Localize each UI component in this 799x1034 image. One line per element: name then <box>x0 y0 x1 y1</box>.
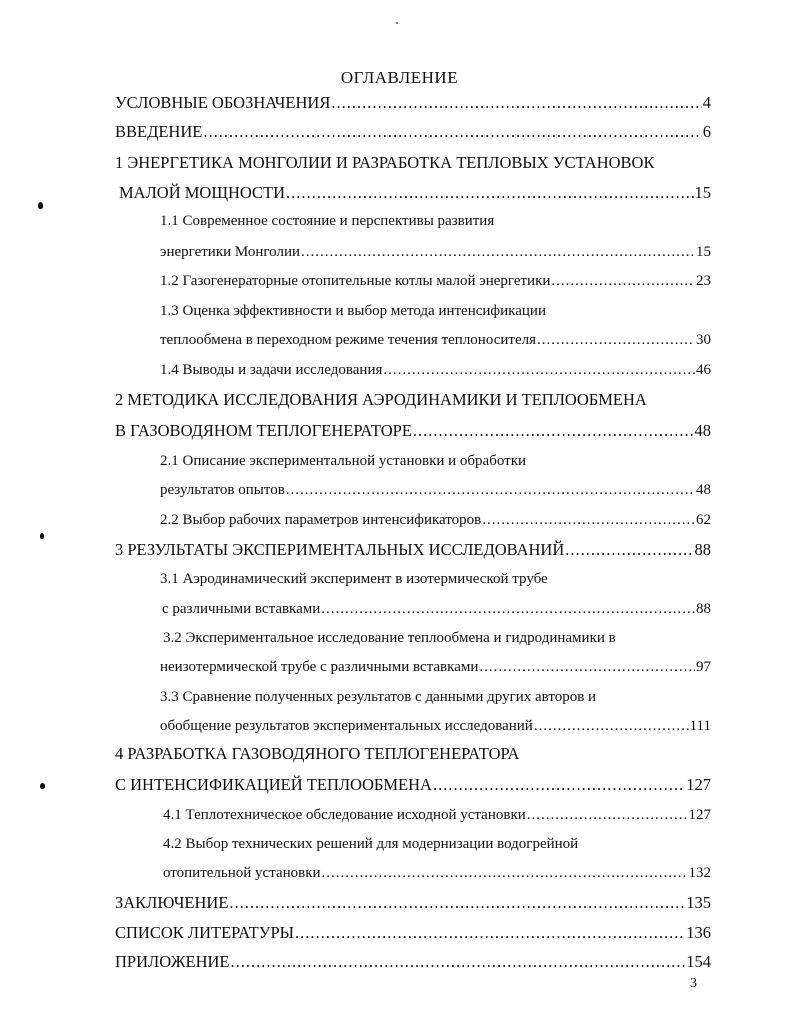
toc-heading: ОГЛАВЛЕНИЕ <box>340 68 459 87</box>
toc-entry-text: неизотермической трубе с различными вставками <box>160 659 479 675</box>
toc-entry <box>160 449 711 473</box>
toc-leader <box>413 419 694 443</box>
toc-entry-page: 30 <box>696 332 711 348</box>
toc-entry-page: 15 <box>694 183 711 202</box>
toc-leader <box>479 655 695 679</box>
toc-entry-text: 4.1 Теплотехническое обследование исходной установки <box>163 807 526 823</box>
toc-entry-page: 97 <box>696 659 711 675</box>
scan-mark <box>38 202 43 209</box>
page-number: 3 <box>690 976 697 991</box>
toc-entry-page: 6 <box>702 122 711 141</box>
toc-entry <box>160 299 711 323</box>
toc-entry-page: 136 <box>686 923 711 942</box>
toc-entry-page: 127 <box>686 775 711 794</box>
toc-entry-page: 88 <box>696 601 711 617</box>
scan-mark <box>40 783 45 789</box>
toc-entry-text: 3.1 Аэродинамический эксперимент в изотермической трубе <box>160 571 548 587</box>
toc-entry <box>163 803 711 827</box>
toc-entry-text: ВВЕДЕНИЕ <box>115 122 203 141</box>
toc-entry-text: 2.2 Выбор рабочих параметров интенсификаторов <box>160 512 482 528</box>
toc-entry-page: 132 <box>688 865 711 881</box>
toc-entry-page: 46 <box>696 362 711 378</box>
toc-entry-text: 4 РАЗРАБОТКА ГАЗОВОДЯНОГО ТЕПЛОГЕНЕРАТОРА <box>115 744 520 763</box>
toc-leader <box>537 328 695 352</box>
toc-leader <box>482 508 695 532</box>
toc-entry <box>162 597 711 621</box>
toc-entry <box>115 388 711 412</box>
toc-entry-text: УСЛОВНЫЕ ОБОЗНАЧЕНИЯ <box>115 93 331 112</box>
toc-entry-page: 88 <box>694 540 711 559</box>
toc-entry <box>115 742 711 766</box>
toc-entry <box>160 655 711 679</box>
toc-entry-page: 48 <box>696 482 711 498</box>
toc-entry-text: ЗАКЛЮЧЕНИЕ <box>115 893 229 912</box>
toc-leader <box>383 358 695 382</box>
toc-entry-text: обобщение результатов экспериментальных исследований <box>160 718 533 734</box>
toc-entry-page: 111 <box>689 718 711 734</box>
toc-entry <box>160 358 711 382</box>
toc-entry-page: 4 <box>702 93 711 112</box>
toc-leader <box>295 921 685 945</box>
toc-entry-text: С ИНТЕНСИФИКАЦИЕЙ ТЕПЛООБМЕНА <box>115 775 432 794</box>
toc-leader <box>286 478 695 502</box>
toc-leader <box>230 950 685 974</box>
toc-entry-text: 3 РЕЗУЛЬТАТЫ ЭКСПЕРИМЕНТАЛЬНЫХ ИССЛЕДОВАНИЙ <box>115 540 565 559</box>
toc-entry <box>115 538 711 562</box>
toc-entry-text: 3.2 Экспериментальное исследование теплообмена и гидродинамики в <box>163 630 616 646</box>
toc-leader <box>534 714 689 738</box>
toc-entry <box>163 626 711 650</box>
toc-entry-page: 135 <box>686 893 711 912</box>
toc-entry <box>163 832 711 856</box>
toc-entry-text: отопительной установки <box>163 865 321 881</box>
toc-entry <box>115 773 711 797</box>
toc-leader <box>203 120 701 144</box>
toc-entry-text: 1.1 Современное состояние и перспективы развития <box>160 213 495 229</box>
toc-entry <box>115 950 711 974</box>
toc-entry-text: результатов опытов <box>160 482 285 498</box>
toc-entry-page: 154 <box>686 952 711 971</box>
toc-leader <box>551 269 695 293</box>
toc-entry-text: В ГАЗОВОДЯНОМ ТЕПЛОГЕНЕРАТОРЕ <box>115 421 412 440</box>
toc-entry-text: 3.3 Сравнение полученных результатов с данными других авторов и <box>160 689 597 705</box>
toc-entry-text: 1.3 Оценка эффективности и выбор метода интенсификации <box>160 303 546 319</box>
toc-entry-text: энергетики Монголии <box>160 244 300 260</box>
toc-entry <box>160 209 711 233</box>
toc-entry-text: ПРИЛОЖЕНИЕ <box>115 952 230 971</box>
toc-entry-text: 1.2 Газогенераторные отопительные котлы малой энергетики <box>160 273 551 289</box>
toc-entry <box>163 861 711 885</box>
toc-entry <box>115 151 711 175</box>
toc-entry-page: 127 <box>688 807 711 823</box>
toc-leader <box>321 597 695 621</box>
toc-entry <box>115 419 711 443</box>
toc-leader <box>527 803 688 827</box>
toc-entry-text: 2.1 Описание экспериментальной установки и обработки <box>160 453 527 469</box>
toc-entry <box>160 685 711 709</box>
toc-entry-text: 2 МЕТОДИКА ИССЛЕДОВАНИЯ АЭРОДИНАМИКИ И ТЕПЛООБМЕНА <box>115 390 647 409</box>
toc-entry <box>160 567 711 591</box>
toc-entry-page: 23 <box>696 273 711 289</box>
toc-entry <box>160 328 711 352</box>
toc-entry-text: теплообмена в переходном режиме течения теплоносителя <box>160 332 536 348</box>
toc-entry <box>160 714 711 738</box>
toc-entry <box>160 508 711 532</box>
toc-entry <box>115 91 711 115</box>
toc-entry <box>119 181 711 205</box>
toc-entry-text: 1 ЭНЕРГЕТИКА МОНГОЛИИ И РАЗРАБОТКА ТЕПЛОВЫХ УСТАНОВОК <box>115 153 655 172</box>
toc-leader <box>433 773 685 797</box>
toc-entry-page: 48 <box>694 421 711 440</box>
toc-leader <box>229 891 685 915</box>
toc-entry <box>115 921 711 945</box>
toc-entry <box>160 478 711 502</box>
scan-speck <box>396 22 398 24</box>
toc-entry-page: 62 <box>696 512 711 528</box>
toc-leader <box>286 181 694 205</box>
toc-leader <box>301 240 695 264</box>
toc-entry-page: 15 <box>696 244 711 260</box>
toc-leader <box>331 91 701 115</box>
toc-entry-text: 4.2 Выбор технических решений для модернизации водогрейной <box>163 836 579 852</box>
toc-entry-text: 1.4 Выводы и задачи исследования <box>160 362 383 378</box>
toc-entry-text: СПИСОК ЛИТЕРАТУРЫ <box>115 923 295 942</box>
toc-entry-text: МАЛОЙ МОЩНОСТИ <box>119 183 285 202</box>
toc-entry <box>115 120 711 144</box>
toc-entry <box>115 891 711 915</box>
toc-leader <box>565 538 693 562</box>
toc-entry <box>160 240 711 264</box>
toc-leader <box>322 861 688 885</box>
scan-mark <box>40 533 44 539</box>
toc-entry-text: с различными вставками <box>162 601 321 617</box>
toc-entry <box>160 269 711 293</box>
